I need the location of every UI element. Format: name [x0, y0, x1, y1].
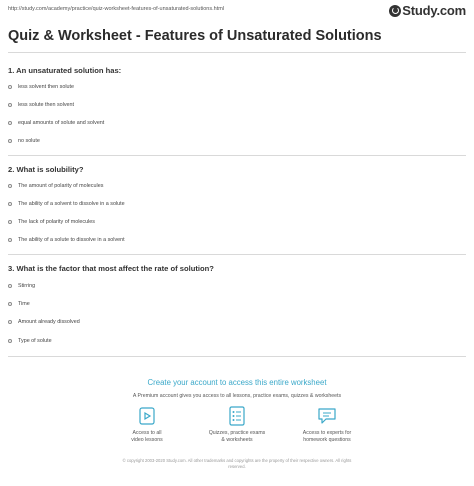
cta-subtitle-row: [0, 384, 474, 402]
question-3-prompt: 3. What is the factor that most affect the rate of solution?: [8, 264, 214, 273]
radio-button-icon[interactable]: [8, 320, 12, 324]
question-3-option-4[interactable]: [8, 336, 52, 346]
radio-button-icon[interactable]: [8, 103, 12, 107]
title-divider: [8, 52, 466, 53]
copyright-footer: [60, 458, 414, 470]
study-logo-icon: [389, 5, 401, 17]
option-label: no solute: [18, 138, 40, 144]
logo-text: Study.com: [402, 3, 466, 18]
copyright-line: © copyright 2003-2020 Study.com. All other trademarks and copyrights are the property of their respective owners. All rights: [122, 458, 352, 463]
question-3-option-3[interactable]: [8, 317, 80, 327]
worksheet-icon: [226, 405, 248, 427]
question-1-option-4[interactable]: [8, 136, 40, 146]
question-3-option-1[interactable]: [8, 281, 35, 291]
option-label: less solute then solvent: [18, 102, 75, 108]
question-2-option-2[interactable]: [8, 199, 125, 209]
radio-button-icon[interactable]: [8, 220, 12, 224]
feature-label: Quizzes, practice exams: [208, 430, 266, 436]
radio-button-icon[interactable]: [8, 85, 12, 89]
experts-icon: [316, 405, 338, 427]
radio-button-icon[interactable]: [8, 139, 12, 143]
page-title: Quiz & Worksheet - Features of Unsaturated Solutions: [8, 28, 382, 44]
radio-button-icon[interactable]: [8, 339, 12, 343]
radio-button-icon[interactable]: [8, 238, 12, 242]
question-divider: [8, 155, 466, 156]
question-1-option-3[interactable]: [8, 118, 104, 128]
feature-label: homework questions: [303, 437, 351, 443]
option-label: less solvent then solute: [18, 84, 75, 90]
page-url[interactable]: http://study.com/academy/practice/quiz-worksheet-features-of-unsaturated-solutions.html: [8, 6, 225, 12]
option-label: The lack of polarity of molecules: [18, 219, 96, 225]
question-2-option-3[interactable]: [8, 217, 95, 227]
question-3-option-2[interactable]: [8, 299, 30, 309]
question-2-prompt: 2. What is solubility?: [8, 165, 84, 174]
option-label: Amount already dissolved: [18, 319, 80, 325]
page-header: [0, 0, 474, 22]
option-label: Time: [18, 301, 30, 307]
video-lessons-icon: [136, 405, 158, 427]
radio-button-icon[interactable]: [8, 302, 12, 306]
option-label: Type of solute: [18, 338, 52, 344]
option-label: Stirring: [18, 283, 36, 289]
feature-label: Access to all: [132, 430, 162, 436]
option-label: The amount of polarity of molecules: [18, 183, 104, 189]
question-2-option-4[interactable]: [8, 235, 125, 245]
feature-label: & worksheets: [221, 437, 253, 443]
feature-label: video lessons: [131, 437, 163, 443]
option-label: equal amounts of solute and solvent: [18, 120, 105, 126]
feature-label: Access to experts for: [302, 430, 352, 436]
feature-experts: [267, 405, 387, 444]
question-divider: [8, 254, 466, 255]
question-2-option-1[interactable]: [8, 181, 103, 191]
copyright-line: reserved.: [228, 464, 246, 469]
radio-button-icon[interactable]: [8, 121, 12, 125]
study-logo[interactable]: [389, 3, 466, 18]
option-label: The ability of a solute to dissolve in a solvent: [18, 237, 125, 243]
radio-button-icon[interactable]: [8, 202, 12, 206]
create-account-link[interactable]: Create your account to access this entire worksheet: [147, 378, 327, 387]
question-1-option-2[interactable]: [8, 100, 74, 110]
question-1-option-1[interactable]: [8, 82, 74, 92]
option-label: The ability of a solvent to dissolve in a solute: [18, 201, 125, 207]
radio-button-icon[interactable]: [8, 284, 12, 288]
radio-button-icon[interactable]: [8, 184, 12, 188]
cta-subtitle: A Premium account gives you access to all lessons, practice exams, quizzes & worksheets: [132, 393, 342, 399]
cta-divider: [8, 356, 466, 357]
question-1-prompt: 1. An unsaturated solution has:: [8, 66, 122, 75]
